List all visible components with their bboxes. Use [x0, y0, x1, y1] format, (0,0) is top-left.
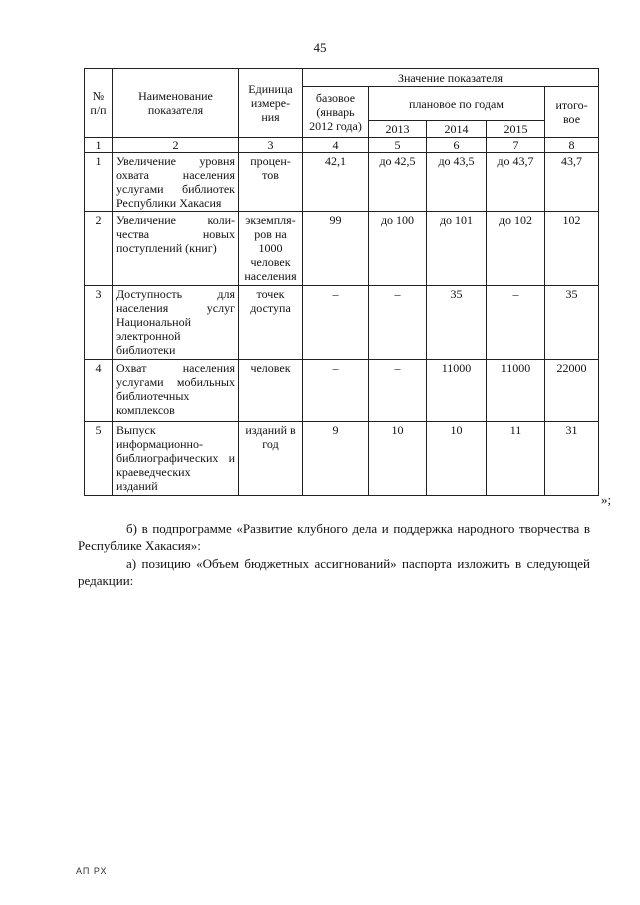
column-number-row — [85, 138, 599, 153]
column-number: 6 — [427, 138, 487, 153]
row-base: 99 — [303, 212, 369, 286]
table-row — [85, 422, 599, 496]
row-base: – — [303, 286, 369, 360]
row-total: 35 — [545, 286, 599, 360]
header-unit: Единица измере-ния — [239, 69, 303, 138]
row-name: Выпуск информационно-библиографических и краеведческих изданий — [113, 422, 239, 496]
header-base: базовое (январь 2012 года) — [303, 87, 369, 138]
row-unit: человек — [239, 360, 303, 422]
column-number: 2 — [113, 138, 239, 153]
row-base: 9 — [303, 422, 369, 496]
row-name: Доступность для населения услуг Национальной электронной библиотеки — [113, 286, 239, 360]
row-2014: до 43,5 — [427, 153, 487, 212]
row-unit: экземпля-ров на 1000 человек населения — [239, 212, 303, 286]
row-base: 42,1 — [303, 153, 369, 212]
header-total: итого-вое — [545, 87, 599, 138]
row-total: 43,7 — [545, 153, 599, 212]
table-row — [85, 360, 599, 422]
row-num: 5 — [85, 422, 113, 496]
row-total: 22000 — [545, 360, 599, 422]
header-name: Наименование показателя — [113, 69, 239, 138]
row-2013: 10 — [369, 422, 427, 496]
column-number: 8 — [545, 138, 599, 153]
row-2015: 11000 — [487, 360, 545, 422]
row-num: 1 — [85, 153, 113, 212]
header-year-2014: 2014 — [427, 121, 487, 138]
row-unit: точек доступа — [239, 286, 303, 360]
table-row — [85, 153, 599, 212]
row-unit: процен-тов — [239, 153, 303, 212]
row-2013: до 42,5 — [369, 153, 427, 212]
row-total: 102 — [545, 212, 599, 286]
row-num: 3 — [85, 286, 113, 360]
page-number: 45 — [313, 40, 327, 55]
row-2013: до 100 — [369, 212, 427, 286]
row-num: 4 — [85, 360, 113, 422]
table-row — [85, 286, 599, 360]
header-year-2013: 2013 — [369, 121, 427, 138]
table-row — [85, 212, 599, 286]
column-number: 4 — [303, 138, 369, 153]
row-num: 2 — [85, 212, 113, 286]
row-unit: изданий в год — [239, 422, 303, 496]
column-number: 3 — [239, 138, 303, 153]
row-2014: 10 — [427, 422, 487, 496]
row-2015: до 43,7 — [487, 153, 545, 212]
row-2015: – — [487, 286, 545, 360]
row-2014: 11000 — [427, 360, 487, 422]
table-end-quote: »; — [601, 492, 612, 507]
row-name: Охват населения услугами мобильных библиотечных комплексов — [113, 360, 239, 422]
column-number: 1 — [85, 138, 113, 153]
header-value-group: Значение показателя — [303, 69, 599, 87]
row-2013: – — [369, 360, 427, 422]
row-2014: 35 — [427, 286, 487, 360]
row-name: Увеличение коли-чества новых поступлений (книг) — [113, 212, 239, 286]
row-base: – — [303, 360, 369, 422]
column-number: 7 — [487, 138, 545, 153]
header-planned: плановое по годам — [369, 87, 545, 121]
paragraph-budget-position: а) позицию «Объем бюджетных ассигнований» паспорта изложить в следующей редакции: — [78, 556, 590, 588]
column-number: 5 — [369, 138, 427, 153]
indicators-table — [84, 68, 599, 496]
row-total: 31 — [545, 422, 599, 496]
row-name: Увеличение уровня охвата населения услугами библиотек Республики Хакасия — [113, 153, 239, 212]
footer-stamp: АП РХ — [76, 866, 108, 876]
header-num: № п/п — [85, 69, 113, 138]
paragraph-subprogram: б) в подпрограмме «Развитие клубного дела и поддержка народного творчества в Республике Хакасия»: — [78, 521, 590, 553]
row-2014: до 101 — [427, 212, 487, 286]
header-year-2015: 2015 — [487, 121, 545, 138]
row-2015: 11 — [487, 422, 545, 496]
row-2015: до 102 — [487, 212, 545, 286]
row-2013: – — [369, 286, 427, 360]
